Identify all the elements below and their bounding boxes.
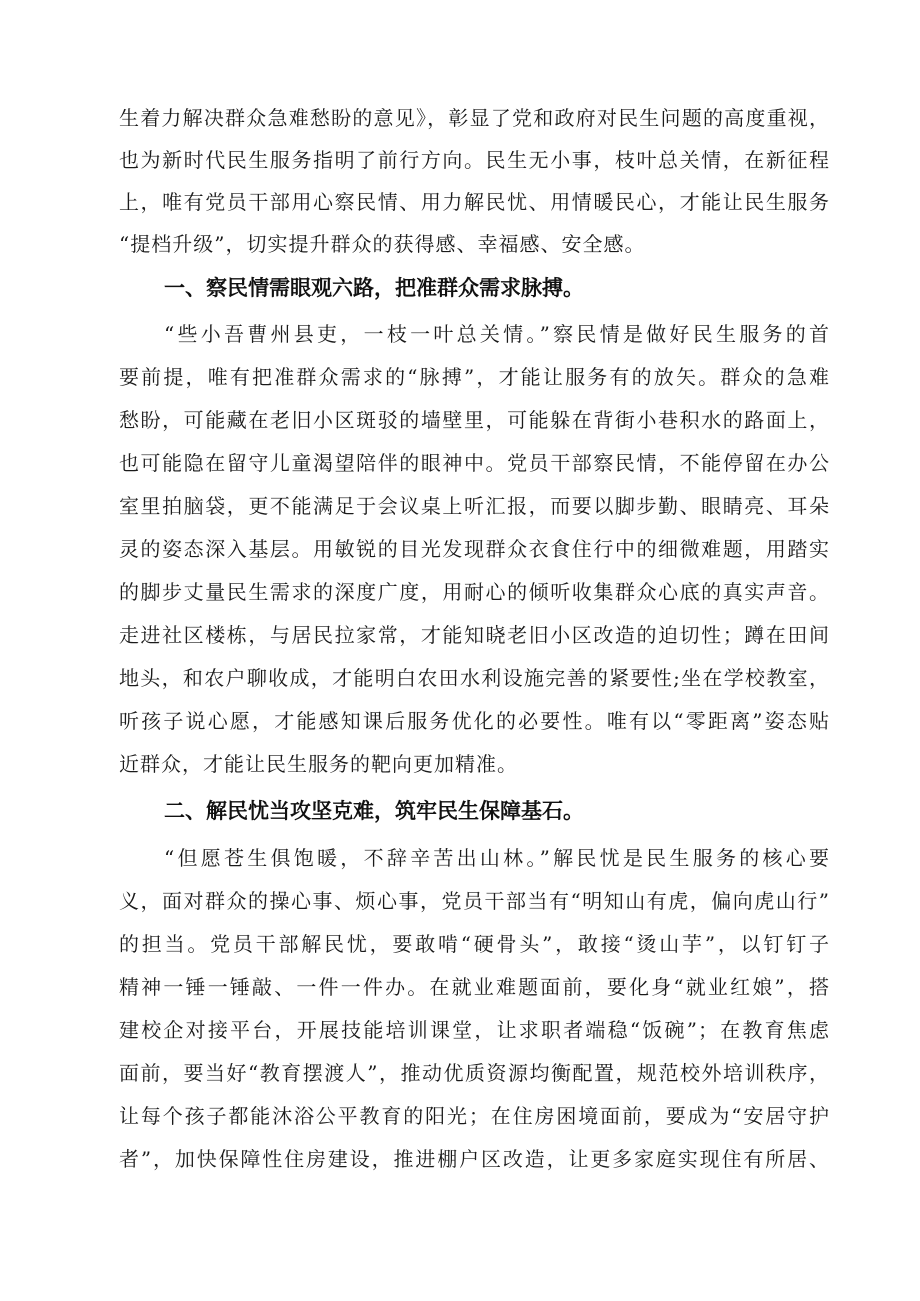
section-2-line-6: 面前，要当好“教育摆渡人”，推动优质资源均衡配置，规范校外培训秩序， (119, 1061, 830, 1085)
section-1-line-11: 近群众，才能让民生服务的靶向更加精准。 (119, 752, 518, 776)
section-1-line-10: 听孩子说心愿，才能感知课后服务优化的必要性。唯有以“零距离”姿态贴 (119, 709, 830, 733)
section-1-line-5: 室里拍脑袋，更不能满足于会议桌上听汇报，而要以脚步勤、眼睛亮、耳朵 (119, 494, 830, 518)
section-2-heading: 二、解民忧当攻坚克难，筑牢民生保障基石。 (164, 799, 584, 823)
section-1-line-4: 也可能隐在留守儿童渴望陪伴的眼神中。党员干部察民情，不能停留在办公 (119, 451, 830, 475)
section-2-line-8: 者”，加快保障性住房建设，推进棚户区改造，让更多家庭实现住有所居、 (119, 1147, 830, 1171)
section-2-line-2: 义，面对群众的操心事、烦心事，党员干部当有“明知山有虎，偏向虎山行” (119, 889, 830, 913)
intro-line-1: 生着力解决群众急难愁盼的意见》，彰显了党和政府对民生问题的高度重视， (119, 106, 830, 130)
section-1-line-1: “些小吾曹州县吏，一枝一叶总关情。”察民情是做好民生服务的首 (164, 322, 830, 346)
section-1-line-6: 灵的姿态深入基层。用敏锐的目光发现群众衣食住行中的细微难题，用踏实 (119, 537, 830, 561)
section-1-heading: 一、察民情需眼观六路，把准群众需求脉搏。 (164, 276, 584, 300)
section-2-line-7: 让每个孩子都能沐浴公平教育的阳光；在住房困境面前，要成为“安居守护 (119, 1104, 830, 1128)
section-2-line-1: “但愿苍生俱饱暖，不辞辛苦出山林。”解民忧是民生服务的核心要 (164, 846, 830, 870)
section-2-line-4: 精神一锤一锤敲、一件一件办。在就业难题面前，要化身“就业红娘”，搭 (119, 975, 830, 999)
section-1-line-2: 要前提，唯有把准群众需求的“脉搏”，才能让服务有的放矢。群众的急难 (119, 365, 830, 389)
section-1-line-9: 地头，和农户聊收成，才能明白农田水利设施完善的紧要性;坐在学校教室， (119, 666, 830, 690)
section-2-line-5: 建校企对接平台，开展技能培训课堂，让求职者端稳“饭碗”；在教育焦虑 (119, 1018, 830, 1042)
section-2-line-3: 的担当。党员干部解民忧，要敢啃“硬骨头”，敢接“烫山芋”，以钉钉子 (119, 932, 830, 956)
section-1-line-3: 愁盼，可能藏在老旧小区斑驳的墙壁里，可能躲在背街小巷积水的路面上， (119, 408, 830, 432)
section-1-line-7: 的脚步丈量民生需求的深度广度，用耐心的倾听收集群众心底的真实声音。 (119, 580, 830, 604)
intro-line-4: “提档升级”，切实提升群众的获得感、幸福感、安全感。 (119, 232, 646, 256)
intro-line-2: 也为新时代民生服务指明了前行方向。民生无小事，枝叶总关情，在新征程 (119, 148, 830, 172)
section-1-line-8: 走进社区楼栋，与居民拉家常，才能知晓老旧小区改造的迫切性；蹲在田间 (119, 623, 830, 647)
intro-line-3: 上，唯有党员干部用心察民情、用力解民忧、用情暖民心，才能让民生服务 (119, 190, 830, 214)
